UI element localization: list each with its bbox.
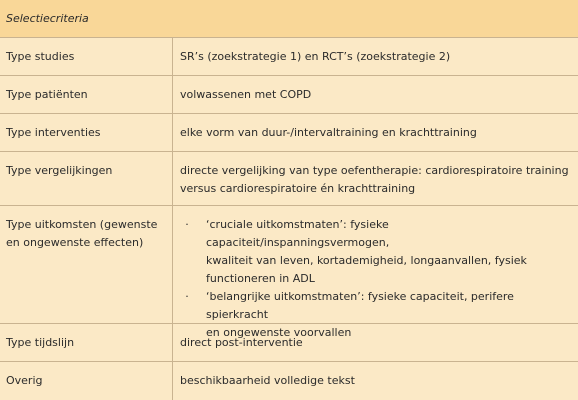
list-item-line: functioneren in ADL <box>206 272 315 285</box>
list-item-line: ‘cruciale uitkomstmaten’: fysieke capaciteit/inspanningsvermogen, <box>206 218 390 249</box>
bullet-icon: · <box>185 218 189 231</box>
table-row <box>0 206 578 339</box>
table-row <box>0 76 578 114</box>
row-value-line: directe vergelijking van type oefentherapie: cardiorespiratoire training <box>180 164 569 177</box>
row-value <box>180 162 572 198</box>
bullet-icon: · <box>185 290 189 303</box>
row-value: elke vorm van duur-/intervaltraining en krachttraining <box>180 126 477 139</box>
row-value: direct post-interventie <box>180 336 303 349</box>
row-label-line: en ongewenste effecten) <box>6 236 144 249</box>
row-label: Type vergelijkingen <box>6 164 113 177</box>
row-label-line: Type uitkomsten (gewenste <box>6 218 158 231</box>
row-label <box>6 216 166 252</box>
row-value-line: versus cardiorespiratoire én krachttraining <box>180 182 416 195</box>
row-value: volwassenen met COPD <box>180 88 312 101</box>
row-label: Type studies <box>6 50 75 63</box>
row-value: SR’s (zoekstrategie 1) en RCT’s (zoekstrategie 2) <box>180 50 451 63</box>
table-header <box>0 0 578 38</box>
row-label: Type interventies <box>6 126 101 139</box>
row-value: beschikbaarheid volledige tekst <box>180 374 355 387</box>
table-title: Selectiecriteria <box>6 12 89 25</box>
row-label: Type tijdslijn <box>6 336 75 349</box>
table-row <box>0 114 578 152</box>
table-row <box>0 362 578 400</box>
table-row <box>0 152 578 206</box>
row-label: Type patiënten <box>6 88 88 101</box>
list-item-line: kwaliteit van leven, kortademigheid, longaanvallen, fysiek <box>206 254 527 267</box>
table-row <box>0 324 578 362</box>
list-item <box>180 216 572 288</box>
list-item-line: en ongewenste voorvallen <box>206 326 352 339</box>
table-row <box>0 38 578 76</box>
list-item-line: ‘belangrijke uitkomstmaten’: fysieke capaciteit, perifere spierkracht <box>206 290 514 321</box>
row-label: Overig <box>6 374 43 387</box>
